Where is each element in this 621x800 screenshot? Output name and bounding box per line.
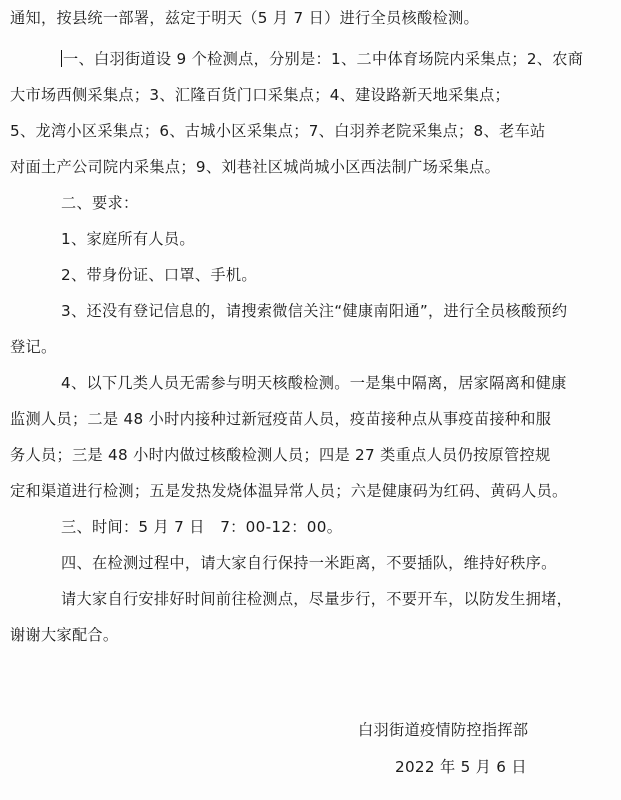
intro-line: 通知，按县统一部署，兹定于明天（5 月 7 日）进行全员核酸检测。 <box>10 9 479 27</box>
section-one-line-4: 对面土产公司院内采集点；9、刘巷社区城尚城小区西法制广场采集点。 <box>10 158 501 176</box>
requirement-3-line-1: 3、还没有登记信息的，请搜索微信关注“健康南阳通”，进行全员核酸预约 <box>61 302 568 320</box>
section-three-time: 三、时间：5 月 7 日 7：00-12：00。 <box>61 518 343 536</box>
section-one-line-1 <box>61 49 621 69</box>
requirement-4-line-1: 4、以下几类人员无需参与明天核酸检测。一是集中隔离，居家隔离和健康 <box>61 374 567 392</box>
requirement-4-line-2: 监测人员；二是 48 小时内接种过新冠疫苗人员，疫苗接种点从事疫苗接种和服 <box>10 410 552 428</box>
requirement-4-line-3: 务人员；三是 48 小时内做过核酸检测人员；四是 27 类重点人员仍按原管控规 <box>10 446 551 464</box>
section-four-line: 四、在检测过程中，请大家自行保持一米距离，不要插队，维持好秩序。 <box>61 554 557 572</box>
section-one-text-1: 一、白羽街道设 9 个检测点，分别是：1、二中体育场院内采集点；2、农商 <box>63 50 584 68</box>
requirement-3-line-2: 登记。 <box>10 338 57 356</box>
signature-date: 2022 年 5 月 6 日 <box>395 758 527 776</box>
closing-line-1: 请大家自行安排好时间前往检测点，尽量步行，不要开车，以防发生拥堵， <box>61 590 573 608</box>
signature-organization: 白羽街道疫情防控指挥部 <box>358 721 529 739</box>
requirement-2: 2、带身份证、口罩、手机。 <box>61 266 257 284</box>
section-one-line-2: 大市场西侧采集点；3、汇隆百货门口采集点；4、建设路新天地采集点； <box>10 86 511 104</box>
text-cursor <box>61 50 62 67</box>
closing-line-2: 谢谢大家配合。 <box>10 626 119 644</box>
requirement-4-line-4: 定和渠道进行检测；五是发热发烧体温异常人员；六是健康码为红码、黄码人员。 <box>10 482 568 500</box>
section-two-heading: 二、要求： <box>61 194 139 212</box>
section-one-line-3: 5、龙湾小区采集点；6、古城小区采集点；7、白羽养老院采集点；8、老车站 <box>10 122 546 140</box>
requirement-1: 1、家庭所有人员。 <box>61 230 195 248</box>
